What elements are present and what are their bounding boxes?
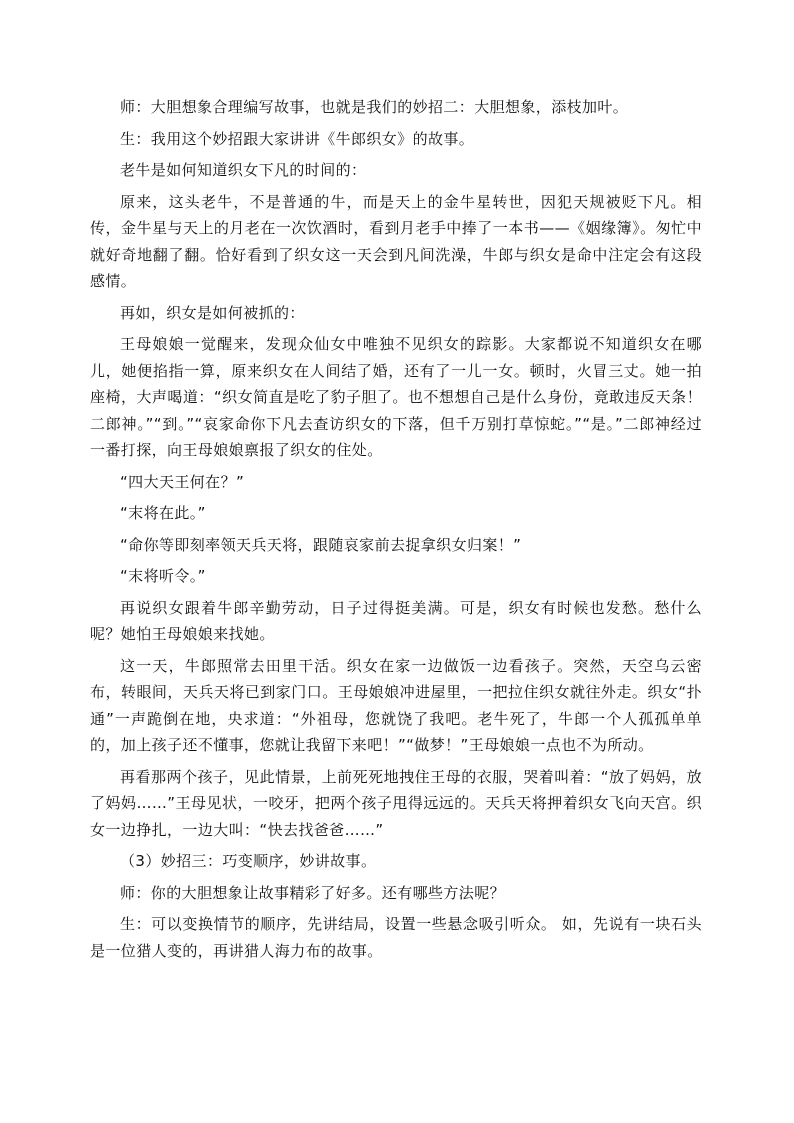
paragraph-ox-story: 原来，这头老牛，不是普通的牛，而是天上的金牛星转世，因犯天规被贬下凡。相传，金牛星与天上的月老在一次饮酒时，看到月老手中捧了一本书——《姻缘簿》。匆忙中就好奇地翻了翻。恰好看到了织女这一天会到凡间洗澡，牛郎与织女是命中注定会有这段感情。 bbox=[90, 192, 702, 290]
document-body bbox=[90, 94, 702, 964]
paragraph-student-answer: 生：可以变换情节的顺序，先讲结局，设置一些悬念吸引听众。 如，先说有一块石头是一位猎人变的，再讲猎人海力布的故事。 bbox=[90, 915, 702, 960]
paragraph-student-intro: 生：我用这个妙招跟大家讲讲《牛郎织女》的故事。 bbox=[120, 129, 475, 148]
paragraph-queen-mother: 王母娘娘一觉醒来，发现众仙女中唯独不见织女的踪影。大家都说不知道织女在哪儿，她便掐指一算，原来织女在人间结了婚，还有了一儿一女。顿时，火冒三丈。她一拍座椅，大声喝道：“织女简直是吃了豹子胆了。也不想想自己是什么身份，竟敢违反天条！二郎神。”“到。”“哀家命你下凡去查访织女的下落，但千万别打草惊蛇。”“是。”二郎神经过一番打探，向王母娘娘禀报了织女的住处。 bbox=[90, 335, 702, 459]
paragraph-dialogue-1: “四大天王何在？” bbox=[120, 472, 245, 491]
paragraph-weaver-worry: 再说织女跟着牛郎辛勤劳动，日子过得挺美满。可是，织女有时候也发愁。愁什么呢？她怕王母娘娘来找她。 bbox=[90, 598, 702, 643]
paragraph-capture-day: 这一天，牛郎照常去田里干活。织女在家一边做饭一边看孩子。突然，天空乌云密布，转眼间，天兵天将已到家门口。王母娘娘冲进屋里，一把拉住织女就往外走。织女“扑通”一声跪倒在地，央求道：“外祖母，您就饶了我吧。老牛死了，牛郎一个人孤孤单单的，加上孩子还不懂事，您就让我留下来吧！”“做梦！”王母娘娘一点也不为所动。 bbox=[90, 656, 702, 754]
paragraph-method-three-heading: （3）妙招三：巧变顺序，妙讲故事。 bbox=[120, 852, 377, 870]
paragraph-question-capture: 再如，织女是如何被抓的： bbox=[120, 303, 305, 322]
paragraph-question-ox: 老牛是如何知道织女下凡的时间的： bbox=[120, 161, 367, 179]
paragraph-children: 再看那两个孩子，见此情景，上前死死地拽住王母的衣服，哭着叫着：“放了妈妈，放了妈妈……”王母见状，一咬牙，把两个孩子甩得远远的。天兵天将押着织女飞向天宫。织女一边挣扎，一边大叫：“快去找爸爸……” bbox=[90, 767, 702, 839]
paragraph-teacher-method-two: 师：大胆想象合理编写故事，也就是我们的妙招二：大胆想象，添枝加叶。 bbox=[120, 98, 629, 116]
paragraph-dialogue-2: “末将在此。” bbox=[120, 504, 206, 522]
paragraph-teacher-question: 师：你的大胆想象让故事精彩了好多。还有哪些方法呢？ bbox=[120, 883, 506, 902]
paragraph-dialogue-4: “末将听令。” bbox=[120, 567, 206, 585]
paragraph-dialogue-3: “命你等即刻率领天兵天将，跟随哀家前去捉拿织女归案！” bbox=[120, 535, 522, 554]
